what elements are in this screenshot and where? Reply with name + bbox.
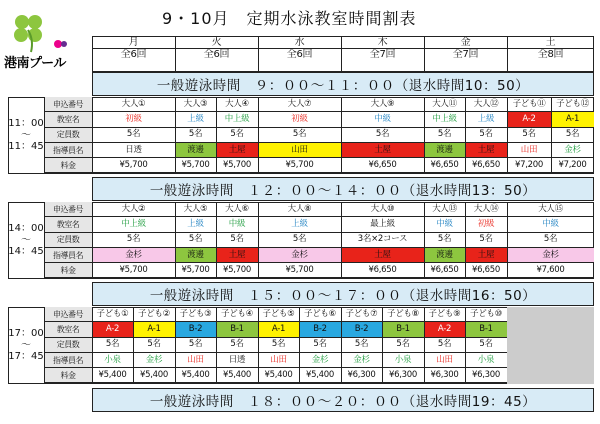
general-swim-band: 一般遊泳時間 １５：００〜１７：００（退水時間16：50） <box>92 282 594 306</box>
class-cell: 5名 <box>92 233 175 248</box>
class-cell: B-2 <box>341 322 382 337</box>
time-slot <box>8 202 44 279</box>
class-cell: ¥6,650 <box>341 158 424 173</box>
divider <box>341 36 342 72</box>
class-cell: 中級 <box>216 217 258 232</box>
divider <box>424 307 425 384</box>
class-cell: ¥7,200 <box>551 158 594 173</box>
class-cell: 5名 <box>424 338 465 353</box>
divider <box>175 97 176 174</box>
divider <box>341 97 342 174</box>
time-text: 〜 <box>21 339 31 351</box>
class-cell: 渡邊 <box>175 248 216 263</box>
class-cell: 金杉 <box>341 353 382 368</box>
class-cell: 5名 <box>92 338 133 353</box>
divider <box>341 307 342 384</box>
class-cell: 5名 <box>465 338 507 353</box>
class-cell: 山田 <box>175 353 216 368</box>
day-name: 月 <box>128 37 139 48</box>
class-cell: A-2 <box>92 322 133 337</box>
class-cell: 5名 <box>424 233 465 248</box>
class-cell: 金杉 <box>258 248 341 263</box>
class-cell: 上級 <box>258 217 341 232</box>
general-swim-band: 一般遊泳時間 １２：００〜１４：００（退水時間13：50） <box>92 177 594 201</box>
class-cell: 大人⑮ <box>507 202 594 217</box>
class-cell: 山田 <box>424 353 465 368</box>
row-label: 指導員名 <box>44 248 92 263</box>
class-cell: 5名 <box>299 338 341 353</box>
class-cell: ¥5,400 <box>216 368 258 383</box>
class-cell: ¥6,300 <box>424 368 465 383</box>
time-text: 〜 <box>21 234 31 246</box>
class-cell: 子ども⑦ <box>341 307 382 322</box>
class-cell: 5名 <box>258 338 299 353</box>
class-cell: ¥5,400 <box>133 368 175 383</box>
session-count: 全7回 <box>452 49 479 60</box>
class-cell: 大人③ <box>175 97 216 112</box>
class-cell: 大人⑨ <box>341 97 424 112</box>
class-cell: 5名 <box>465 128 507 143</box>
class-cell: 大人⑤ <box>175 202 216 217</box>
divider <box>507 36 508 72</box>
divider <box>92 97 93 174</box>
class-cell: 最上級 <box>341 217 424 232</box>
class-cell: 5名 <box>341 128 424 143</box>
session-count: 全8回 <box>537 49 564 60</box>
divider <box>507 97 508 174</box>
divider <box>175 202 176 279</box>
class-cell: 金杉 <box>551 143 594 158</box>
divider <box>258 202 259 279</box>
class-cell: ¥5,400 <box>299 368 341 383</box>
class-cell: A-1 <box>551 112 594 127</box>
divider <box>216 97 217 174</box>
class-cell: ¥6,650 <box>465 158 507 173</box>
class-cell: 中上級 <box>424 112 465 127</box>
class-cell: 3名×2コース <box>341 233 424 248</box>
divider <box>299 307 300 384</box>
class-cell: 子ども⑪ <box>507 97 551 112</box>
time-text: 11：00 <box>8 118 44 129</box>
class-cell: 土屋 <box>465 143 507 158</box>
divider <box>216 307 217 384</box>
session-count: 全6回 <box>203 49 230 60</box>
day-name: 水 <box>294 37 305 48</box>
class-cell: 大人⑪ <box>424 97 465 112</box>
class-cell: ¥5,700 <box>258 158 341 173</box>
class-cell: 大人⑩ <box>341 202 424 217</box>
class-cell: 中上級 <box>216 112 258 127</box>
class-cell: ¥5,700 <box>92 263 175 278</box>
divider <box>92 307 93 384</box>
divider <box>465 307 466 384</box>
divider <box>424 36 425 72</box>
divider <box>258 36 259 72</box>
divider <box>92 48 594 49</box>
class-cell: 5名 <box>216 233 258 248</box>
page-title: 9・10月 定期水泳教室時間割表 <box>162 9 417 28</box>
class-cell: 山田 <box>258 143 341 158</box>
class-cell: 大人① <box>92 97 175 112</box>
class-cell: 金杉 <box>299 353 341 368</box>
class-cell: 日透 <box>92 143 175 158</box>
session-count: 全7回 <box>369 49 396 60</box>
divider <box>44 307 45 384</box>
class-cell: 山田 <box>258 353 299 368</box>
class-cell: 上級 <box>175 217 216 232</box>
class-cell: 土屋 <box>341 143 424 158</box>
class-cell: 5名 <box>258 233 341 248</box>
class-cell: 初級 <box>92 112 175 127</box>
class-cell: 初級 <box>258 112 341 127</box>
class-cell: 子ども⑥ <box>299 307 341 322</box>
class-cell: 5名 <box>551 128 594 143</box>
class-cell: 5名 <box>216 128 258 143</box>
class-cell: ¥6,650 <box>341 263 424 278</box>
time-slot <box>8 307 44 384</box>
class-cell: 子ども② <box>133 307 175 322</box>
class-cell: 渡邊 <box>424 248 465 263</box>
class-cell: 大人⑬ <box>424 202 465 217</box>
class-cell: 大人④ <box>216 97 258 112</box>
class-cell: 金杉 <box>92 248 175 263</box>
class-cell: B-2 <box>175 322 216 337</box>
divider <box>465 202 466 279</box>
row-label: 申込番号 <box>44 97 92 112</box>
class-cell: 5名 <box>258 128 341 143</box>
empty-cell <box>507 307 594 384</box>
class-cell: 5名 <box>382 338 424 353</box>
class-cell: 大人⑧ <box>258 202 341 217</box>
class-cell: B-1 <box>465 322 507 337</box>
class-cell: 中級 <box>341 112 424 127</box>
class-cell: 土屋 <box>465 248 507 263</box>
class-cell: ¥6,650 <box>465 263 507 278</box>
class-cell: 5名 <box>175 233 216 248</box>
class-cell: ¥5,700 <box>216 158 258 173</box>
time-text: 〜 <box>21 129 31 141</box>
class-cell: 中級 <box>507 217 594 232</box>
class-cell: 上級 <box>465 112 507 127</box>
class-cell: 金杉 <box>133 353 175 368</box>
time-text: 11：45 <box>8 141 44 152</box>
class-cell: 大人⑥ <box>216 202 258 217</box>
day-name: 火 <box>211 37 222 48</box>
session-count: 全6回 <box>120 49 147 60</box>
class-cell: 山田 <box>507 143 551 158</box>
row-label: 教室名 <box>44 112 92 127</box>
divider <box>382 307 383 384</box>
class-cell: 土屋 <box>216 248 258 263</box>
day-name: 金 <box>460 37 471 48</box>
class-cell: 小泉 <box>465 353 507 368</box>
class-cell: ¥5,700 <box>92 158 175 173</box>
day-name: 土 <box>545 37 556 48</box>
class-cell: 5名 <box>465 233 507 248</box>
class-cell: ¥5,400 <box>258 368 299 383</box>
time-slot <box>8 97 44 174</box>
divider <box>216 202 217 279</box>
class-cell: 上級 <box>175 112 216 127</box>
row-label: 料金 <box>44 158 92 173</box>
class-cell: 5名 <box>216 338 258 353</box>
class-cell: 大人② <box>92 202 175 217</box>
class-cell: 渡邊 <box>175 143 216 158</box>
class-cell: B-1 <box>216 322 258 337</box>
class-cell: 子ども① <box>92 307 133 322</box>
class-cell: 日透 <box>216 353 258 368</box>
class-cell: ¥5,400 <box>92 368 133 383</box>
class-cell: 大人⑫ <box>465 97 507 112</box>
class-cell: 小泉 <box>382 353 424 368</box>
time-text: 14：00 <box>8 223 44 234</box>
class-cell: ¥7,200 <box>507 158 551 173</box>
class-cell: 子ども⑨ <box>424 307 465 322</box>
class-cell: 子ども③ <box>175 307 216 322</box>
class-cell: ¥6,300 <box>465 368 507 383</box>
class-cell: 子ども⑧ <box>382 307 424 322</box>
class-cell: 5名 <box>175 338 216 353</box>
class-cell: 5名 <box>133 338 175 353</box>
class-cell: 5名 <box>424 128 465 143</box>
class-cell: 子ども④ <box>216 307 258 322</box>
row-label: 教室名 <box>44 217 92 232</box>
row-label: 定員数 <box>44 338 92 353</box>
class-cell: 子ども⑫ <box>551 97 594 112</box>
class-cell: 小泉 <box>92 353 133 368</box>
class-cell: 5名 <box>92 128 175 143</box>
divider <box>44 202 45 279</box>
class-cell: ¥6,300 <box>341 368 382 383</box>
row-label: 料金 <box>44 368 92 383</box>
class-cell: 子ども⑩ <box>465 307 507 322</box>
class-cell: ¥6,650 <box>424 158 465 173</box>
time-text: 17：45 <box>8 351 44 362</box>
class-cell: ¥5,700 <box>216 263 258 278</box>
row-label: 申込番号 <box>44 202 92 217</box>
class-cell: 子ども⑤ <box>258 307 299 322</box>
class-cell: 中級 <box>424 217 465 232</box>
divider <box>551 97 552 174</box>
class-cell: 5名 <box>341 338 382 353</box>
divider <box>258 97 259 174</box>
class-cell: 土屋 <box>341 248 424 263</box>
time-text: 17：00 <box>8 328 44 339</box>
class-cell: ¥5,700 <box>258 263 341 278</box>
divider <box>507 202 508 279</box>
logo-text: 港南プール <box>4 56 66 71</box>
class-cell: A-2 <box>507 112 551 127</box>
class-cell: 5名 <box>507 233 594 248</box>
class-cell: 初級 <box>465 217 507 232</box>
row-label: 定員数 <box>44 128 92 143</box>
class-cell: 5名 <box>507 128 551 143</box>
row-label: 申込番号 <box>44 307 92 322</box>
time-text: 14：45 <box>8 246 44 257</box>
class-cell: ¥6,300 <box>382 368 424 383</box>
divider <box>44 97 45 174</box>
session-count: 全6回 <box>286 49 313 60</box>
row-label: 教室名 <box>44 322 92 337</box>
class-cell: 渡邊 <box>424 143 465 158</box>
class-cell: ¥7,600 <box>507 263 594 278</box>
row-label: 指導員名 <box>44 353 92 368</box>
day-name: 木 <box>377 37 388 48</box>
class-cell: ¥5,400 <box>175 368 216 383</box>
row-label: 定員数 <box>44 233 92 248</box>
divider <box>92 202 93 279</box>
class-cell: ¥5,700 <box>175 263 216 278</box>
row-label: 指導員名 <box>44 143 92 158</box>
class-cell: A-2 <box>424 322 465 337</box>
class-cell: 5名 <box>175 128 216 143</box>
row-label: 料金 <box>44 263 92 278</box>
divider <box>175 36 176 72</box>
class-cell: 金杉 <box>507 248 594 263</box>
class-cell: 大人⑭ <box>465 202 507 217</box>
general-swim-band: 一般遊泳時間 ９：００〜１１：００（退水時間10：50） <box>92 72 594 96</box>
class-cell: A-1 <box>258 322 299 337</box>
general-swim-band: 一般遊泳時間 １８：００〜２０：００（退水時間19：45） <box>92 388 594 412</box>
class-cell: B-1 <box>382 322 424 337</box>
divider <box>133 307 134 384</box>
divider <box>341 202 342 279</box>
class-cell: A-1 <box>133 322 175 337</box>
divider <box>424 202 425 279</box>
class-cell: B-2 <box>299 322 341 337</box>
divider <box>424 97 425 174</box>
divider <box>175 307 176 384</box>
class-cell: 中上級 <box>92 217 175 232</box>
class-cell: 土屋 <box>216 143 258 158</box>
divider <box>258 307 259 384</box>
class-cell: ¥5,700 <box>175 158 216 173</box>
class-cell: 大人⑦ <box>258 97 341 112</box>
class-cell: ¥6,650 <box>424 263 465 278</box>
divider <box>465 97 466 174</box>
